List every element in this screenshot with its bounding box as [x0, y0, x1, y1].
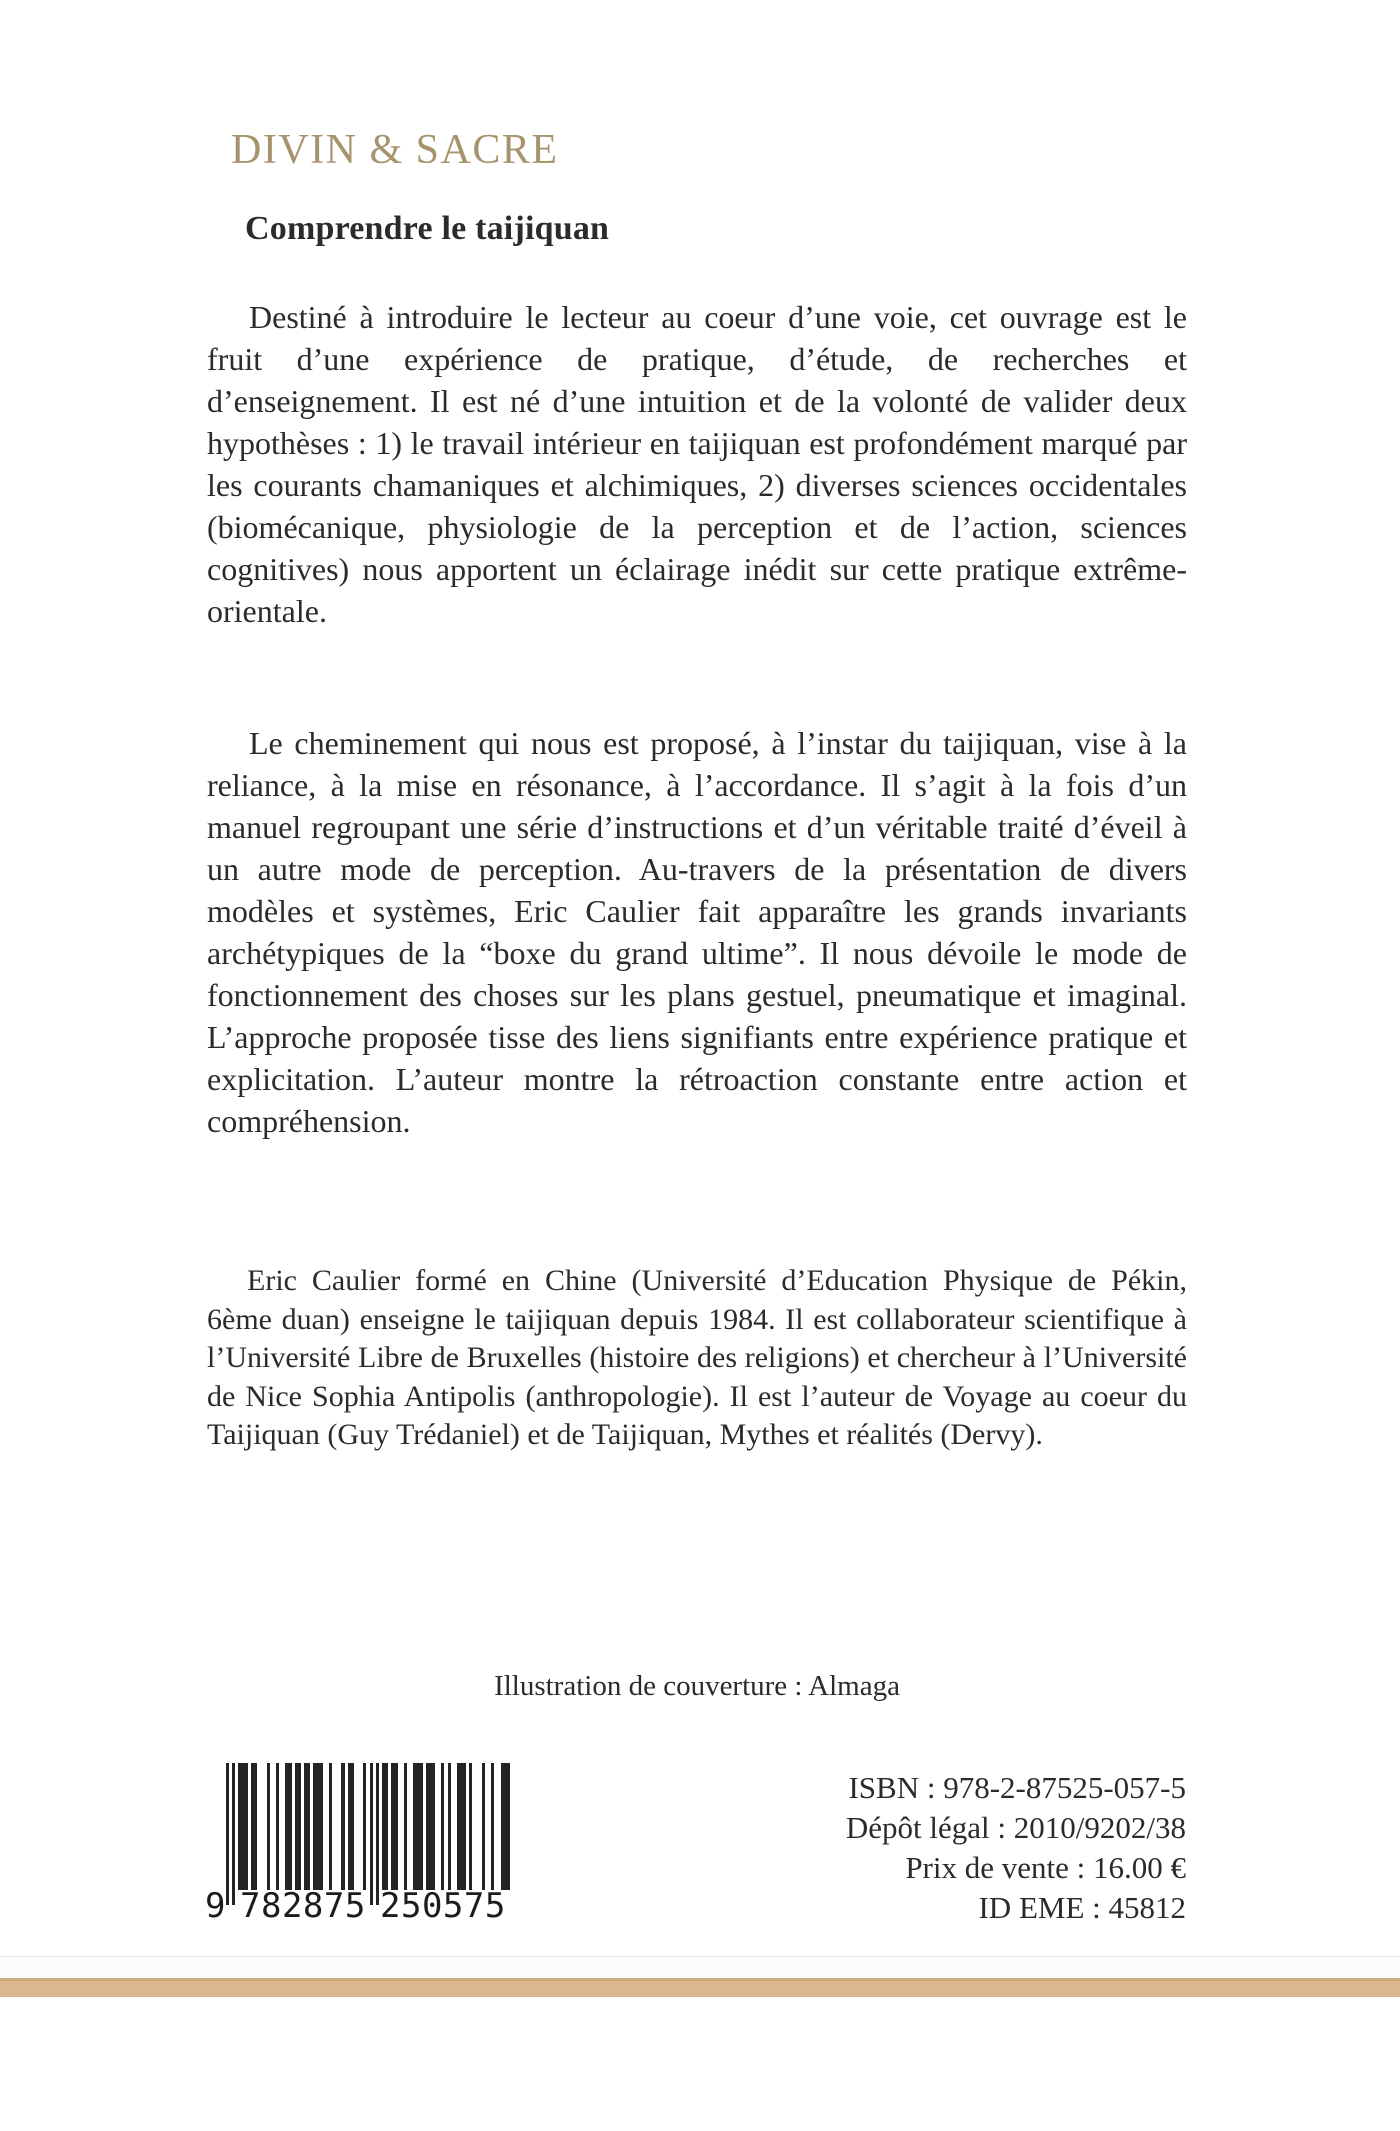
barcode-bar [491, 1763, 494, 1890]
book-title: Comprendre le taijiquan [245, 210, 610, 247]
isbn-line: ISBN : 978-2-87525-057-5 [848, 1770, 1186, 1805]
synopsis-paragraph-1: Destiné à introduire le lecteur au coeur d’une voie, cet ouvrage est le fruit d’une expérience de pratique, d’étude, de recherches et d’enseignement. Il est né d’une intuition et de la volonté de valider deux hypothèses : 1) le travail intérieur en taijiquan est profondément marqué par les courants chamaniques et alchimiques, 2) diverses sciences occidentales (biomécanique, physiologie de la perception et de l’action, sciences cognitives) nous apportent un éclairage inédit sur cette pratique extrême-orientale. [207, 299, 1187, 629]
barcode-bar [304, 1763, 310, 1890]
barcode-bar [251, 1763, 257, 1890]
ean13-barcode [204, 1763, 534, 1926]
author-bio: Eric Caulier formé en Chine (Université d’Education Physique de Pékin, 6ème duan) enseigne le taijiquan depuis 1984. Il est collaborateur scientifique à l’Université Libre de Bruxelles (histoire des religions) et chercheur à l’Université de Nice Sophia Antipolis (anthropologie). Il est l’auteur de Voyage au coeur du Taijiquan (Guy Trédaniel) et de Taijiquan, Mythes et réalités (Dervy). [207, 1264, 1187, 1451]
barcode-bar [232, 1763, 235, 1905]
illustration-credit: Illustration de couverture : Almaga [494, 1670, 900, 1702]
barcode-bar [276, 1763, 279, 1890]
barcode-bar [295, 1763, 301, 1890]
barcode-bar [267, 1763, 270, 1890]
barcode-bar [285, 1763, 291, 1890]
barcode-bar [329, 1763, 332, 1890]
id-eme-line: ID EME : 45812 [978, 1890, 1186, 1925]
barcode-bar [441, 1763, 444, 1890]
barcode-bar [376, 1763, 379, 1905]
bottom-stripe [0, 1978, 1400, 1997]
barcode-bar [404, 1763, 407, 1890]
barcode-bar [391, 1763, 397, 1890]
barcode-bar [413, 1763, 422, 1890]
page-edge-shadow [0, 1956, 1400, 1979]
publication-info [846, 1768, 1186, 1928]
barcode-bar [313, 1763, 322, 1890]
depot-legal-line: Dépôt légal : 2010/9202/38 [845, 1810, 1186, 1845]
barcode-bar [363, 1763, 366, 1890]
barcode-digit-group-2: 250575 [380, 1886, 506, 1926]
barcode-bar [382, 1763, 388, 1890]
barcode-bar [457, 1763, 466, 1890]
barcode-bar [501, 1763, 510, 1890]
collection-title: DIVIN & SACRE [231, 127, 559, 173]
synopsis-paragraph-2: Le cheminement qui nous est proposé, à l’instar du taijiquan, vise à la reliance, à la mise en résonance, à l’accordance. Il s’agit à la fois d’un manuel regroupant une série d’instructions et d’un véritable traité d’éveil à un autre mode de perception. Au-travers de la présentation de divers modèles et systèmes, Eric Caulier fait apparaître les grands invariants archétypiques de la “boxe du grand ultime”. Il nous dévoile le mode de fonctionnement des choses sur les plans gestuel, pneumatique et imaginal. L’approche proposée tisse des liens signifiants entre expérience pratique et explicitation. L’auteur montre la rétroaction constante entre action et compréhension. [207, 725, 1187, 1139]
barcode-bar [370, 1763, 373, 1905]
price-line: Prix de vente : 16.00 € [905, 1850, 1186, 1885]
barcode-bar [469, 1763, 472, 1890]
barcode-bar [348, 1763, 354, 1890]
barcode-bar [238, 1763, 247, 1890]
barcode-bar [226, 1763, 229, 1905]
barcode-digit-group-1: 782875 [240, 1886, 366, 1926]
barcode-digits [204, 1888, 534, 1924]
barcode-digit-leading: 9 [205, 1886, 226, 1926]
barcode-bar [341, 1763, 344, 1890]
barcode-bar [448, 1763, 451, 1890]
barcode-bar [426, 1763, 435, 1890]
barcode-bar [482, 1763, 485, 1890]
